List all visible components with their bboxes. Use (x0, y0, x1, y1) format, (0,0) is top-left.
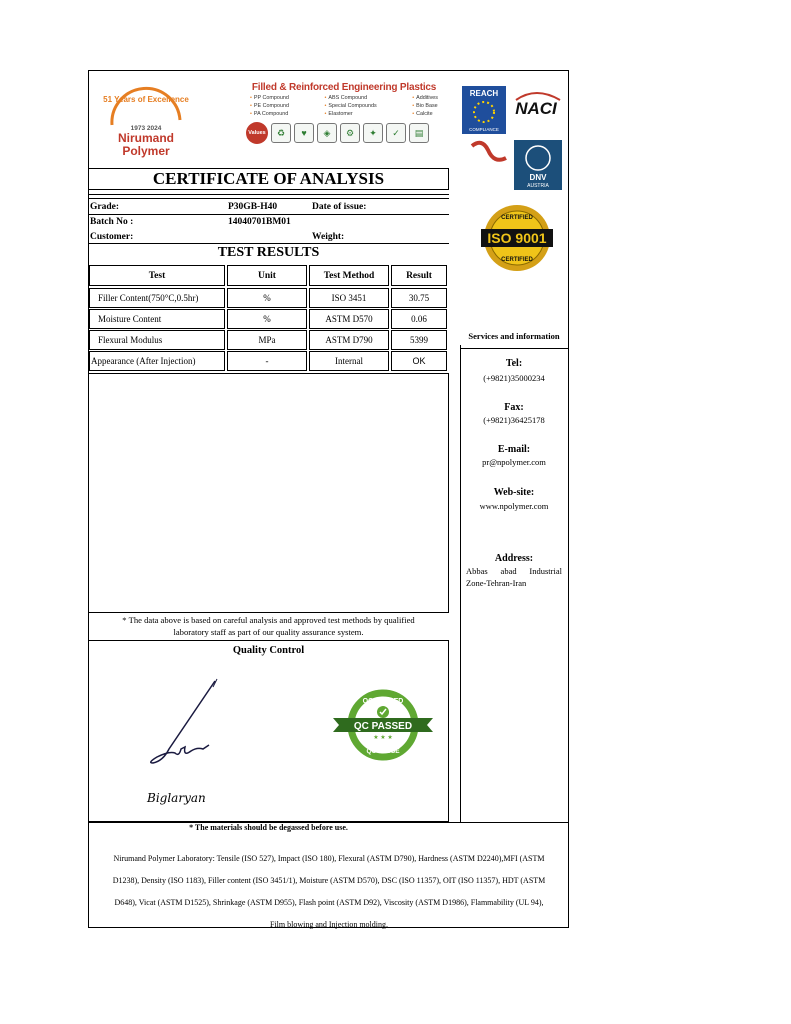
address-label: Address: (494, 553, 534, 564)
product-item: • Bio Base (412, 103, 437, 109)
divider (88, 243, 449, 244)
batch-value: 14040701BM01 (228, 217, 291, 227)
data-note (88, 614, 449, 638)
signature-icon (139, 677, 229, 773)
values-icons-row (240, 122, 448, 144)
table-cell-unit: MPa (227, 330, 307, 350)
product-item: • PE Compound (250, 103, 289, 109)
table-cell-unit: - (227, 351, 307, 371)
address-line-2: Zone-Tehran-Iran (466, 578, 527, 588)
grade-label: Grade: (90, 202, 120, 212)
iso-9001-seal (479, 203, 555, 273)
test-results-title: TEST RESULTS (217, 245, 320, 260)
date-of-issue-label: Date of issue: (312, 202, 367, 212)
note-line-2: laboratory staff as part of our quality assurance system. (173, 627, 364, 637)
table-cell-method: ISO 3451 (309, 288, 389, 308)
table-header-unit: Unit (227, 265, 307, 286)
gear-icon: ⚙ (340, 123, 360, 143)
empty-results-area (88, 373, 449, 613)
product-item: • Calcite (412, 111, 432, 117)
lab-capabilities (94, 848, 564, 936)
table-cell-result: 5399 (391, 330, 447, 350)
iso-sub-top: CERTIFIED (501, 215, 533, 221)
document-icon: ▤ (409, 123, 429, 143)
email-label: E-mail: (497, 444, 531, 455)
tel-label: Tel: (505, 358, 523, 369)
reach-text: REACH (469, 89, 499, 98)
stamp-mid-text: QC PASSED (353, 721, 413, 732)
heart-icon: ♥ (294, 123, 314, 143)
svg-text:★ ★ ★: ★ ★ ★ (373, 735, 393, 741)
lab-line-4: Film blowing and Injection molding. (270, 920, 388, 929)
qc-passed-stamp (331, 689, 435, 761)
divider (460, 348, 568, 349)
tel-value: (+9821)35000234 (483, 373, 545, 383)
table-cell-test: Filler Content(750°C,0.5hr) (89, 288, 225, 308)
values-badge: Values (246, 122, 268, 144)
website-value[interactable]: www.npolymer.com (479, 501, 549, 511)
customer-label: Customer: (90, 232, 134, 242)
lab-line-3: D648), Vicat (ASTM D1525), Shrinkage (ASTM D955), Flash point (ASTM D92), Viscosity (ASTM D1986), Flammability (UL 94), (114, 898, 544, 907)
stamp-top-text: QC PASSED (362, 698, 404, 705)
product-item: • PP Compound (250, 95, 289, 101)
product-column-3 (412, 95, 438, 118)
table-cell-unit: % (227, 309, 307, 329)
divider (88, 194, 449, 195)
services-heading: Services and information (468, 331, 560, 341)
product-item: • PA Compound (250, 111, 288, 117)
table-cell-result: OK (391, 351, 447, 371)
naci-text: NACI (515, 99, 557, 118)
table-cell-method: ASTM D790 (309, 330, 389, 350)
degas-note: * The materials should be degassed before use. (189, 823, 348, 832)
table-cell-result: 0.06 (391, 309, 447, 329)
website-label: Web-site: (493, 487, 535, 498)
naci-small-icon: ✓ (386, 123, 406, 143)
product-item: • Elastomer (325, 111, 353, 117)
weight-label: Weight: (312, 232, 345, 242)
product-column-2 (325, 95, 377, 118)
logo-name-line2: Polymer (122, 144, 170, 158)
table-cell-test: Flexural Modulus (89, 330, 225, 350)
table-header-method: Test Method (309, 265, 389, 286)
product-column-1 (250, 95, 289, 118)
email-value[interactable]: pr@npolymer.com (482, 457, 546, 467)
quality-icon: ◈ (317, 123, 337, 143)
table-cell-method: ASTM D570 (309, 309, 389, 329)
divider (88, 198, 449, 199)
product-item: • Special Compounds (325, 103, 377, 109)
lab-line-1: Nirumand Polymer Laboratory: Tensile (ISO 527), Impact (ISO 180), Flexural (ASTM D790), Hardness (ASTM D2240),MFI (ASTM (113, 854, 545, 863)
nirumand-logo (100, 80, 192, 160)
product-item: • Additives (412, 95, 438, 101)
logo-range-text: 1973 2024 (130, 125, 162, 132)
signer-name: Biglaryan (147, 791, 206, 805)
address-line-1: Abbas abad Industrial (466, 566, 562, 576)
product-item: • ABS Compound (325, 95, 368, 101)
fax-value: (+9821)36425178 (483, 415, 545, 425)
note-line-1: * The data above is based on careful analysis and approved test methods by qualified (122, 615, 415, 625)
iso-text: ISO 9001 (487, 230, 547, 246)
table-header-result: Result (391, 265, 447, 286)
table-cell-unit: % (227, 288, 307, 308)
divider (88, 214, 449, 215)
batch-label: Batch No : (90, 217, 134, 227)
table-cell-method: Internal (309, 351, 389, 371)
iso-sub-bottom: CERTIFIED (501, 257, 533, 263)
fax-label: Fax: (504, 402, 524, 413)
grade-value: P30GB-H40 (228, 202, 278, 212)
table-header-test: Test (89, 265, 225, 286)
stamp-bottom-text: QC PASSE (366, 748, 400, 755)
certification-logos (460, 84, 566, 194)
bulb-icon: ✦ (363, 123, 383, 143)
table-cell-test: Appearance (After Injection) (89, 351, 225, 371)
lab-line-2: D1238), Density (ISO 1183), Filler content (ISO 3451/1), Moisture (ASTM D570), DSC (ISO 11357), OIT (ISO 11357), HDT (ASTM (112, 876, 546, 885)
quality-control-box (88, 640, 449, 822)
dnv-text: DNV (529, 173, 547, 182)
qc-title: Quality Control (232, 645, 305, 656)
logo-name-line1: Nirumand (117, 131, 175, 145)
tagline-title: Filled & Reinforced Engineering Plastics (251, 82, 437, 93)
product-tagline (240, 82, 448, 160)
document-title: CERTIFICATE OF ANALYSIS (88, 168, 449, 190)
table-cell-test: Moisture Content (89, 309, 225, 329)
table-cell-result: 30.75 (391, 288, 447, 308)
recycle-icon: ♻ (271, 123, 291, 143)
reach-sub-text: COMPLIANCE (469, 127, 499, 132)
dnv-sub-text: AUSTRIA (527, 183, 549, 189)
logo-years-text: 51 Years of Excellence (103, 95, 189, 104)
